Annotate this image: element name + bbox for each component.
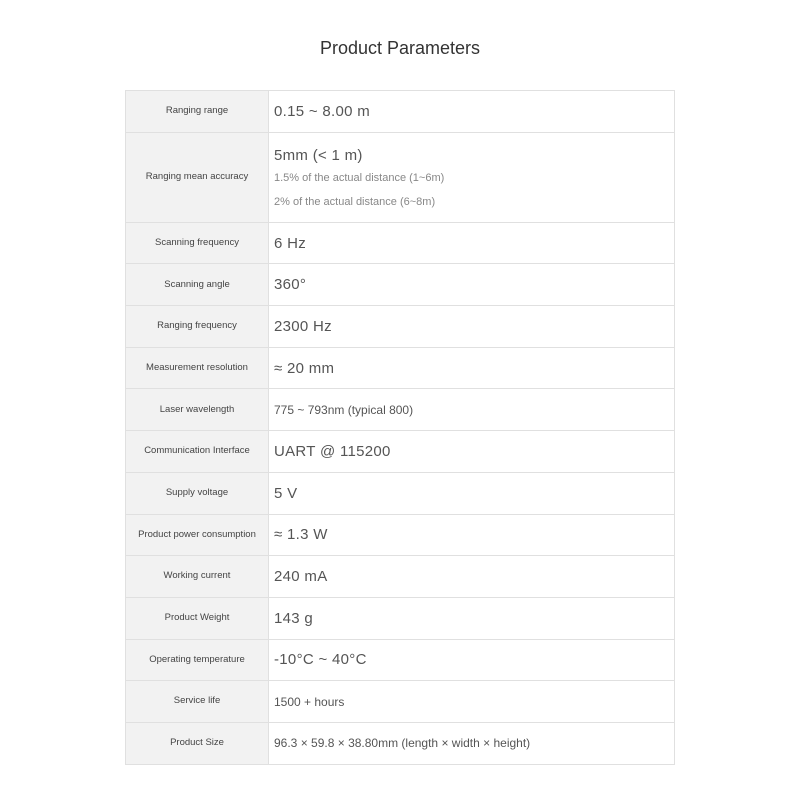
param-value: 143 g <box>269 597 675 639</box>
param-value: 2300 Hz <box>269 306 675 348</box>
param-value-cell <box>269 132 675 222</box>
param-label: Ranging mean accuracy <box>126 132 269 222</box>
param-subvalue: 1.5% of the actual distance (1~6m) <box>274 171 445 184</box>
param-value: -10°C ~ 40°C <box>269 639 675 681</box>
param-label: Product Weight <box>126 597 269 639</box>
param-value: 240 mA <box>269 556 675 598</box>
table-row <box>126 597 675 639</box>
param-label: Working current <box>126 556 269 598</box>
param-value: 1500 + hours <box>269 681 675 723</box>
table-row <box>126 639 675 681</box>
table-row <box>126 347 675 389</box>
param-value: 360° <box>269 264 675 306</box>
param-label: Operating temperature <box>126 639 269 681</box>
table-row <box>126 91 675 133</box>
table-row <box>126 722 675 764</box>
param-label: Supply voltage <box>126 472 269 514</box>
param-value: 6 Hz <box>269 222 675 264</box>
param-value: UART @ 115200 <box>269 431 675 473</box>
param-value: ≈ 20 mm <box>269 347 675 389</box>
table-row <box>126 556 675 598</box>
table-row <box>126 306 675 348</box>
param-value: ≈ 1.3 W <box>269 514 675 556</box>
table-row <box>126 264 675 306</box>
param-label: Ranging range <box>126 91 269 133</box>
param-label: Service life <box>126 681 269 723</box>
page-title: Product Parameters <box>319 38 481 58</box>
param-label: Measurement resolution <box>126 347 269 389</box>
param-label: Communication Interface <box>126 431 269 473</box>
table-row <box>126 222 675 264</box>
param-value: 96.3 × 59.8 × 38.80mm (length × width × height) <box>269 722 675 764</box>
param-value: 5mm (< 1 m) <box>274 146 363 164</box>
parameters-table <box>125 90 675 765</box>
table-row <box>126 431 675 473</box>
param-label: Ranging frequency <box>126 306 269 348</box>
table-row <box>126 132 675 222</box>
param-label: Product Size <box>126 722 269 764</box>
param-label: Laser wavelength <box>126 389 269 431</box>
param-subvalue: 2% of the actual distance (6~8m) <box>274 195 436 208</box>
param-label: Scanning angle <box>126 264 269 306</box>
table-row <box>126 514 675 556</box>
param-label: Product power consumption <box>126 514 269 556</box>
param-value: 775 ~ 793nm (typical 800) <box>269 389 675 431</box>
table-row <box>126 389 675 431</box>
param-value: 0.15 ~ 8.00 m <box>269 91 675 133</box>
table-row <box>126 472 675 514</box>
table-row <box>126 681 675 723</box>
param-value: 5 V <box>269 472 675 514</box>
param-label: Scanning frequency <box>126 222 269 264</box>
